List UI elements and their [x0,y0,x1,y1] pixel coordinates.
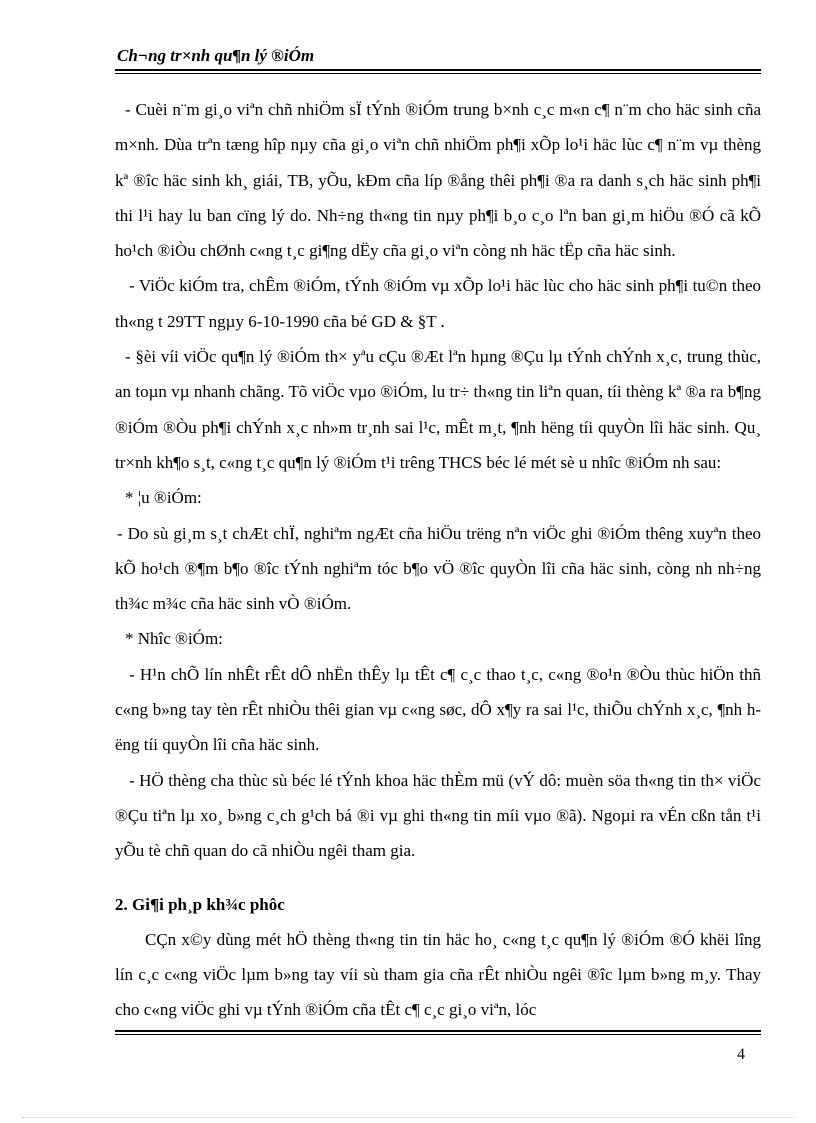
page-number: 4 [737,1046,745,1063]
paragraph-solution: CÇn x©y dùng mét hÖ thèng th«ng tin tin häc ho¸ c«ng t¸c qu¶n lý ®iÓm ®Ó khëi lîng lín c¸c c«ng viÖc lµm b»ng tay víi sù tham gia cña rÊt nhiÒu ngêi ®îc lµm b»ng m¸y. Thay cho c«ng viÖc ghi vµ tÝnh ®iÓm cña tÊt c¶ c¸c gi¸o viªn, lóc [115,929,761,1020]
footer-rule-top [115,1030,761,1032]
advantages-heading: * ¦u ®iÓm: [125,488,202,508]
footer-rule-bottom [115,1034,761,1035]
paragraph-disadvantage-manual: - H¹n chÕ lín nhÊt rÊt dÔ nhËn thÊy lµ tÊt c¶ c¸c thao t¸c, c«ng ®o¹n ®Òu thùc hiÖn thñ c«ng b»ng tay tèn rÊt nhiÒu thêi gian vµ c«ng søc, dÔ x¶y ra sai l¹c, thiÕu chÝnh x¸c, ¶nh hëng tíi quyÒn lîi cña häc sinh. [115,664,761,755]
paragraph-advantages: - Do sù gi¸m s¸t chÆt chÏ, nghiªm ngÆt cña hiÖu trëng nªn viÖc ghi ®iÓm thêng xuyªn theo kÕ ho¹ch ®¶m b¶o ®îc tÝnh nghiªm tóc b¶o vÖ ®îc quyÒn lîi cña häc sinh, còng nh nh÷ng th¾c m¾c cña häc sinh vÒ ®iÓm. [115,523,761,614]
running-header-title: Ch¬ng tr×nh qu¶n lý ®iÓm [117,46,315,65]
paragraph-management-requirements: - §èi víi viÖc qu¶n lý ®iÓm th× yªu cÇu ®Æt lªn hµng ®Çu lµ tÝnh chÝnh x¸c, trung thùc, an toµn vµ nhanh chãng. Tõ viÖc vµo ®iÓm, lu tr÷ th«ng tin liªn quan, tíi thèng kª ®a ra b¶ng ®iÓm ®Òu ph¶i chÝnh x¸c nh»m tr¸nh sai l¹c, mÊt m¸t, ¶nh hëng tíi quyÒn lîi häc sinh. Qu¸ tr×nh kh¶o s¸t, c«ng t¸c qu¶n lý ®iÓm t¹i trêng THCS béc lé mét sè u nhîc ®iÓm nh sau: [115,347,761,472]
header-rule-top [115,69,761,71]
paragraph-final-averages: - Cuèi n¨m gi¸o viªn chñ nhiÖm sÏ tÝnh ®iÓm trung b×nh c¸c m«n c¶ n¨m cho häc sinh cña m×nh. Dùa trªn tæng hîp nµy cña gi¸o viªn chñ nhiÖm ph¶i xÕp lo¹i häc lùc c¶ n¨m vµ thèng kª ®îc häc sinh kh¸ giái, TB, yÕu, kÐm cña líp ®ång thêi ph¶i ®a ra danh s¸ch häc sinh ph¶i thi l¹i hay lu ban cïng lý do. Nh÷ng th«ng tin nµy ph¶i b¸o c¸o lªn ban gi¸m hiÖu ®Ó cã kÕ ho¹ch ®iÒu chØnh c«ng t¸c gi¶ng dËy cña gi¸o viªn còng nh häc tËp cña häc sinh. [115,100,761,261]
body-text [115,92,761,1028]
section-heading: 2. Gi¶i ph¸p kh¾c phôc [115,894,285,914]
page-bottom-edge [22,1117,794,1118]
paragraph-grading-rules: - ViÖc kiÓm tra, chÊm ®iÓm, tÝnh ®iÓm vµ xÕp lo¹i häc lùc cho häc sinh ph¶i tu©n theo th«ng t 29TT ngµy 6-10-1990 cña bé GD & §T . [115,276,761,331]
section-gap [115,869,761,887]
disadvantages-heading: * Nhîc ®iÓm: [125,629,223,649]
header-rule-bottom [115,73,761,74]
paragraph-disadvantage-system: - HÖ thèng cha thùc sù béc lé tÝnh khoa häc thÈm mü (vÝ dô: muèn söa th«ng tin th× viÖc ®Çu tiªn lµ xo¸ b»ng c¸ch g¹ch bá ®i vµ ghi th«ng tin míi vµo ®ã). Ngoµi ra vÉn cßn tån t¹i yÕu tè chñ quan do cã nhiÒu ngêi tham gia. [115,770,761,861]
